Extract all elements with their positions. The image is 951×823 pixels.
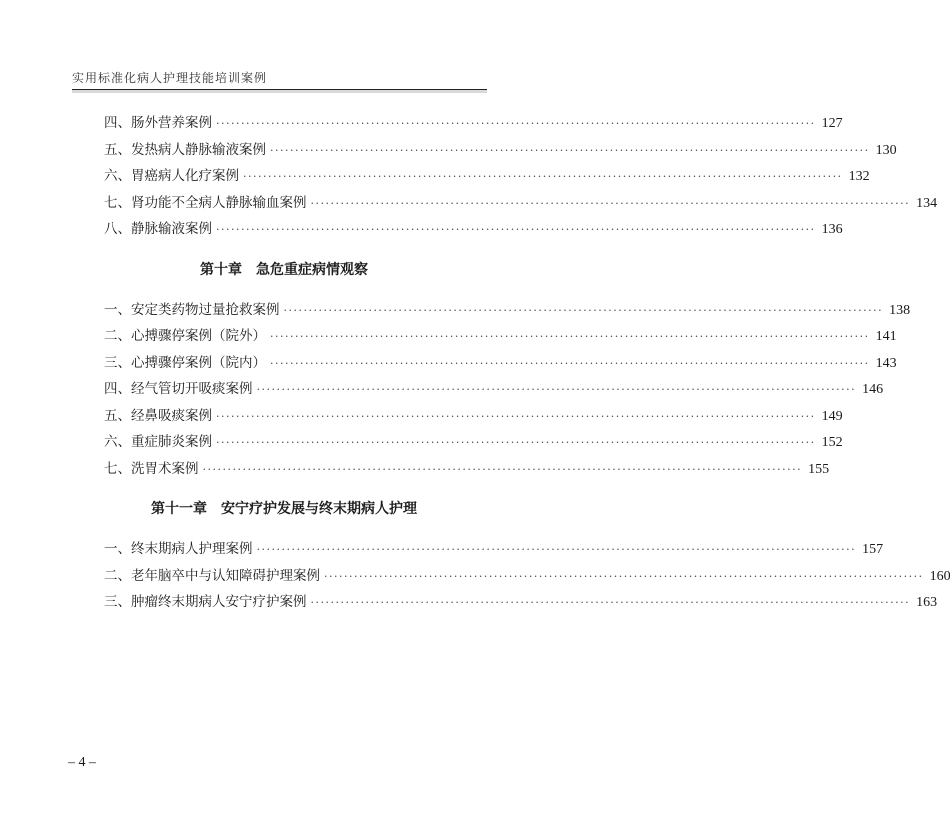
toc-entry-page: 143 bbox=[875, 355, 897, 371]
toc-entry-title: 二、老年脑卒中与认知障碍护理案例 bbox=[104, 567, 320, 584]
toc-entry-title: 二、心搏骤停案例（院外） bbox=[104, 328, 266, 344]
toc-entry-title: 五、发热病人静脉输液案例 bbox=[104, 141, 266, 158]
toc-entry-title: 一、安定类药物过量抢救案例 bbox=[104, 301, 280, 318]
toc-entry-title: 七、肾功能不全病人静脉输血案例 bbox=[104, 194, 307, 211]
toc-entry-page: 127 bbox=[821, 116, 843, 131]
toc-leader-dots: ························································································································ bbox=[283, 303, 884, 317]
toc-entry[interactable] bbox=[104, 323, 897, 350]
toc-entry[interactable] bbox=[104, 216, 843, 243]
toc-entry[interactable] bbox=[104, 297, 911, 324]
toc-leader-dots: ························································································································ bbox=[216, 223, 816, 236]
toc-entry-page: 155 bbox=[808, 461, 830, 477]
toc-leader-dots: ························································································································ bbox=[216, 436, 816, 449]
toc-entry-title: 七、洗胃术案例 bbox=[104, 460, 199, 477]
toc-leader-dots: ························································································································ bbox=[270, 356, 870, 370]
toc-entry[interactable] bbox=[104, 589, 938, 616]
toc-entry-page: 160 bbox=[929, 568, 951, 584]
toc-entry-page: 141 bbox=[875, 329, 897, 344]
toc-leader-dots: ························································································································ bbox=[270, 330, 870, 343]
toc-entry-title: 一、终末期病人护理案例 bbox=[104, 541, 253, 557]
toc-leader-dots: ························································································································ bbox=[243, 170, 843, 183]
toc-entry-page: 149 bbox=[821, 408, 843, 424]
running-header-title: 实用标准化病人护理技能培训案例 bbox=[72, 71, 268, 85]
toc-entry-title: 四、经气管切开吸痰案例 bbox=[104, 381, 253, 397]
toc-leader-dots: ························································································································ bbox=[256, 543, 857, 556]
header-rule bbox=[72, 90, 487, 93]
toc-entry-title: 四、肠外营养案例 bbox=[104, 115, 212, 131]
chapter-heading[interactable]: 第十章 急危重症病情观察 bbox=[200, 261, 368, 278]
toc-entry[interactable] bbox=[104, 456, 830, 483]
toc-entry-page: 130 bbox=[875, 142, 897, 158]
toc-leader-dots: ························································································································ bbox=[256, 383, 857, 396]
toc-entry-title: 三、心搏骤停案例（院内） bbox=[104, 354, 266, 371]
toc-entry[interactable] bbox=[104, 137, 897, 164]
toc-leader-dots: ························································································································ bbox=[202, 462, 803, 476]
toc-entry[interactable] bbox=[104, 110, 843, 137]
toc-entry-page: 132 bbox=[848, 169, 870, 184]
toc-entry[interactable] bbox=[104, 376, 884, 403]
toc-entry-page: 134 bbox=[916, 195, 938, 211]
page-number: – 4 – bbox=[68, 755, 96, 770]
chapter-heading[interactable]: 第十一章 安宁疗护发展与终末期病人护理 bbox=[151, 501, 417, 517]
toc-entry-title: 六、胃癌病人化疗案例 bbox=[104, 168, 239, 184]
toc-entry[interactable] bbox=[104, 403, 843, 430]
toc-entry-page: 136 bbox=[821, 222, 843, 237]
table-of-contents bbox=[104, 110, 951, 616]
toc-entry-page: 157 bbox=[862, 542, 884, 557]
toc-entry-title: 六、重症肺炎案例 bbox=[104, 434, 212, 450]
toc-leader-dots: ························································································································ bbox=[270, 143, 870, 157]
running-header bbox=[72, 67, 487, 90]
toc-entry-page: 138 bbox=[889, 302, 911, 318]
toc-entry[interactable] bbox=[104, 190, 938, 217]
toc-leader-dots: ························································································································ bbox=[310, 596, 911, 609]
toc-leader-dots: ························································································································ bbox=[324, 569, 924, 583]
toc-entry-title: 八、静脉输液案例 bbox=[104, 221, 212, 237]
toc-leader-dots: ························································································································ bbox=[216, 117, 816, 130]
toc-entry-page: 152 bbox=[821, 435, 843, 450]
toc-entry[interactable] bbox=[104, 163, 870, 190]
toc-leader-dots: ························································································································ bbox=[216, 409, 816, 423]
toc-entry-page: 163 bbox=[916, 595, 938, 610]
toc-entry[interactable] bbox=[104, 563, 951, 590]
toc-entry[interactable] bbox=[104, 429, 843, 456]
toc-entry[interactable] bbox=[104, 350, 897, 377]
toc-entry[interactable] bbox=[104, 536, 884, 563]
toc-entry-title: 三、肿瘤终末期病人安宁疗护案例 bbox=[104, 594, 307, 610]
toc-entry-title: 五、经鼻吸痰案例 bbox=[104, 407, 212, 424]
toc-leader-dots: ························································································································ bbox=[310, 196, 911, 210]
toc-entry-page: 146 bbox=[862, 382, 884, 397]
